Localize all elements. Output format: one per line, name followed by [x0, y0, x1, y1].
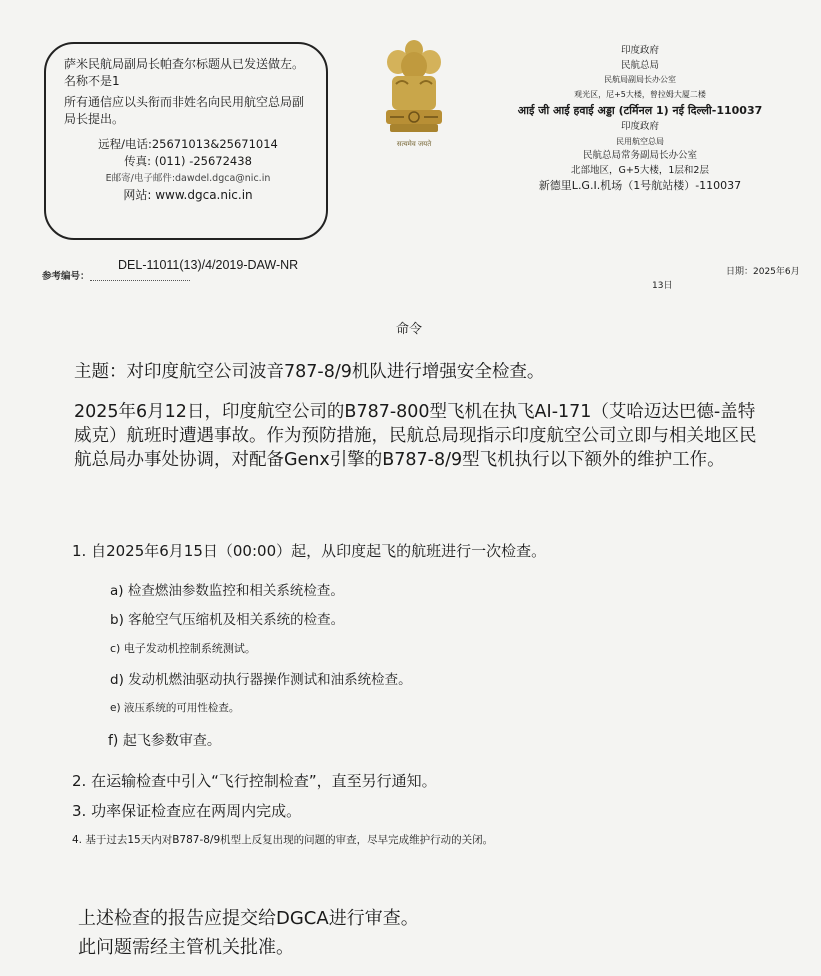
phone-number: 远程/电话:25671013&25671014 [98, 137, 278, 151]
sub-list-item: d) 发动机燃油驱动执行器操作测试和油系统检查。 [110, 672, 412, 688]
header-line: 观光区，尼+5大楼，曾拉姆大厦二楼 [574, 89, 706, 99]
website: 网站: www.dgca.nic.in [123, 188, 253, 202]
list-item: 3. 功率保证检查应在两周内完成。 [72, 802, 302, 820]
order-title: 命令 [396, 322, 423, 337]
date-day: 13日 [652, 281, 673, 291]
header-line: 印度政府 [620, 121, 659, 132]
address-note: 所有通信应以头衔而非姓名向民用航空总局副局长提出。 [64, 95, 305, 126]
header-line: 北部地区，G+5大楼，1层和2层 [571, 164, 709, 176]
reference-number: DEL-11011(13)/4/2019-DAW-NR [118, 258, 299, 272]
sub-list-item: b) 客舱空气压缩机及相关系统的检查。 [110, 612, 345, 628]
header-line: 民用航空总局 [616, 136, 664, 146]
email-address: E邮寄/电子邮件:dawdel.dgca@nic.in [105, 173, 271, 184]
address-intro: 萨米民航局副局长帕查尔标题从已发送做左。名称不是1 [64, 57, 305, 88]
address-box [44, 42, 328, 240]
header-line: 新德里L.G.I.机场（1号航站楼）-110037 [538, 179, 742, 192]
closing-line: 此问题需经主管机关批准。 [78, 937, 294, 958]
reference-label: 参考编号： [42, 271, 90, 282]
government-header [490, 44, 790, 194]
fax-number: 传真: (011) -25672438 [124, 154, 252, 168]
closing-line: 上述检查的报告应提交给DGCA进行审查。 [78, 908, 419, 929]
sub-list-item: e) 液压系统的可用性检查。 [110, 702, 240, 714]
list-item: 2. 在运输检查中引入“飞行控制检查”，直至另行通知。 [72, 772, 437, 790]
order-paragraph: 2025年6月12日，印度航空公司的B787-800型飞机在执飞AI-171（艾哈迈达巴德-盖特威克）航班时遭遇事故。作为预防措施，民航总局现指示印度航空公司立即与相关地区民航总局办事处协调，对配备Genx引擎的B787-8/9型飞机执行以下额外的维护工作。 [74, 402, 757, 470]
header-line: 民航总局常务副局长办公室 [582, 150, 697, 161]
sub-list-item: a) 检查燃油参数监控和相关系统检查。 [110, 583, 344, 599]
order-subject: 主题：对印度航空公司波音787-8/9机队进行增强安全检查。 [74, 362, 545, 382]
header-line-hindi: आई जी आई हवाई अड्डा (टर्मिनल 1) नई दिल्ली-110037 [517, 104, 763, 117]
header-line: 民航局副局长办公室 [604, 75, 676, 84]
header-line: 印度政府 [620, 45, 659, 56]
sub-list-item: f) 起飞参数审查。 [108, 733, 221, 749]
sub-list-item: c) 电子发动机控制系统测试。 [110, 642, 256, 655]
emblem-caption: सत्यमेव जयते [396, 140, 432, 148]
date-label: 日期：2025年6月 [726, 267, 800, 277]
national-emblem-icon [372, 36, 456, 154]
list-item: 1. 自2025年6月15日（00:00）起，从印度起飞的航班进行一次检查。 [72, 542, 547, 560]
header-line: 民航总局 [620, 59, 659, 71]
contact-details [64, 136, 312, 204]
list-item: 4. 基于过去15天内对B787-8/9机型上反复出现的问题的审查，尽早完成维护行动的关闭。 [72, 834, 494, 846]
